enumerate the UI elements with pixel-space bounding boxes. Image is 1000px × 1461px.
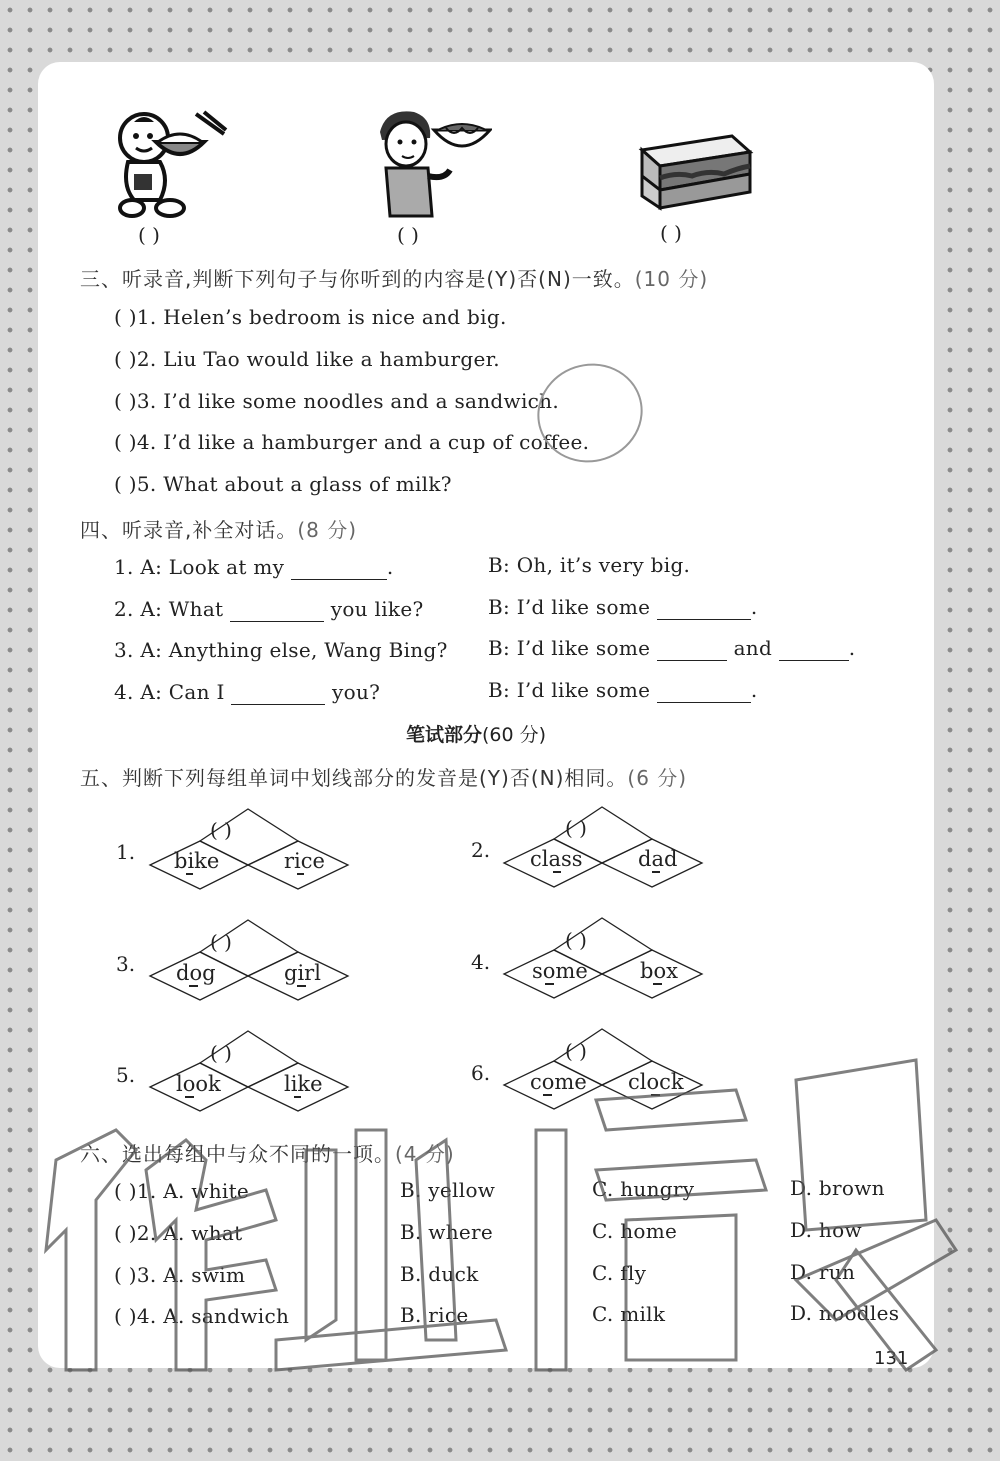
- group-5-word-2: like: [284, 1072, 323, 1096]
- picture-1-answer-paren[interactable]: ( ): [138, 223, 160, 247]
- answer-paren[interactable]: ( ): [114, 347, 137, 371]
- group-3-word-2: girl: [284, 961, 321, 985]
- dialogue-4-b: [488, 678, 758, 703]
- option-c: C. home: [592, 1219, 678, 1243]
- answer-blank[interactable]: [779, 636, 849, 661]
- section-5-heading-text: 五、判断下列每组单词中划线部分的发音是(Y)否(N)相同。: [80, 766, 628, 790]
- dialogue-4-a: [114, 680, 380, 705]
- group-4-word-1: some: [532, 959, 588, 983]
- option-a: 2. A. what: [136, 1221, 243, 1245]
- option-d: D. brown: [790, 1176, 885, 1200]
- group-6-word-1: come: [530, 1070, 587, 1094]
- section-6-heading-text: 六、选出每组中与众不同的一项。: [80, 1142, 395, 1166]
- underline-mark: [189, 985, 198, 987]
- section-3-heading-text: 三、听录音,判断下列句子与你听到的内容是(Y)否(N)一致。: [80, 267, 635, 291]
- dialogue-text: you?: [332, 680, 381, 704]
- group-3-number: 3.: [116, 952, 136, 976]
- group-2-number: 2.: [471, 838, 491, 862]
- dialogue-text: 1. A: Look at my: [114, 555, 285, 579]
- underline-mark: [297, 873, 304, 875]
- picture-2-answer-paren[interactable]: ( ): [397, 223, 419, 247]
- answer-blank[interactable]: [291, 555, 387, 580]
- child-with-rice-bowl-picture: [108, 108, 228, 223]
- section-4-heading-text: 四、听录音,补全对话。: [80, 518, 298, 542]
- dialogue-2-a: [114, 597, 423, 622]
- group-6-number: 6.: [471, 1061, 491, 1085]
- underline-mark: [297, 985, 306, 987]
- section-6-points: (4 分): [395, 1142, 455, 1166]
- option-b: B. where: [400, 1220, 494, 1244]
- option-d: D. noodles: [790, 1301, 900, 1325]
- answer-blank[interactable]: [231, 680, 325, 705]
- section-5-heading: [80, 762, 687, 791]
- item-text: 2. Liu Tao would like a hamburger.: [136, 347, 500, 371]
- item-text: 1. Helen’s bedroom is nice and big.: [136, 305, 507, 329]
- answer-paren[interactable]: ( ): [114, 430, 137, 454]
- group-2-answer-paren[interactable]: ( ): [565, 816, 587, 840]
- written-title-points: (60 分): [482, 724, 547, 746]
- section-3-points: (10 分): [634, 267, 709, 291]
- dialogue-2-b: [488, 595, 758, 620]
- section-4-points: (8 分): [297, 518, 358, 542]
- dialogue-text: .: [848, 636, 856, 660]
- answer-paren[interactable]: ( ): [114, 1179, 137, 1203]
- group-4-answer-paren[interactable]: ( ): [565, 928, 587, 952]
- answer-blank[interactable]: [657, 595, 751, 620]
- answer-blank[interactable]: [230, 597, 324, 622]
- option-a: 1. A. white: [136, 1179, 250, 1203]
- dialogue-text: B: I’d like some: [488, 636, 651, 660]
- boy-with-noodles-picture: [372, 104, 492, 222]
- group-1-number: 1.: [116, 840, 136, 864]
- option-b: B. duck: [400, 1262, 479, 1286]
- option-c: C. hungry: [592, 1177, 695, 1201]
- answer-paren[interactable]: ( ): [114, 305, 137, 329]
- section-3-item-3: [114, 389, 559, 413]
- dialogue-text: and: [733, 636, 773, 660]
- dialogue-3-a: [114, 638, 448, 662]
- dialogue-text: 2. A: What: [114, 597, 224, 621]
- underline-mark: [186, 873, 193, 875]
- group-5-number: 5.: [116, 1063, 136, 1087]
- watermark-logo: [36, 1020, 966, 1380]
- option-d: D. how: [790, 1218, 862, 1242]
- group-3-word-1: dog: [176, 961, 216, 985]
- section-3-item-2: [114, 347, 500, 371]
- watermark: [36, 1020, 966, 1435]
- dialogue-text: .: [750, 678, 758, 702]
- written-part-title: [406, 720, 546, 747]
- answer-blank[interactable]: [657, 678, 751, 703]
- group-1-answer-paren[interactable]: ( ): [210, 818, 232, 842]
- dialogue-text: you like?: [330, 597, 424, 621]
- dialogue-text: B: Oh, it’s very big.: [488, 553, 691, 577]
- group-1-word-2: rice: [284, 849, 325, 873]
- dialogue-text: B: I’d like some: [488, 595, 651, 619]
- dialogue-1-a: [114, 555, 394, 580]
- answer-paren[interactable]: ( ): [114, 1263, 137, 1287]
- answer-paren[interactable]: ( ): [114, 1221, 137, 1245]
- section-3-heading: [80, 263, 708, 292]
- dialogue-text: B: I’d like some: [488, 678, 651, 702]
- option-d: D. run: [790, 1260, 856, 1284]
- group-6-word-2: clock: [628, 1070, 684, 1094]
- group-1-word-1: bike: [174, 849, 220, 873]
- section-3-item-1: [114, 305, 507, 329]
- option-c: C. milk: [592, 1302, 666, 1326]
- dialogue-text: .: [386, 555, 394, 579]
- section-3-item-5: [114, 472, 452, 496]
- answer-paren[interactable]: ( ): [114, 1304, 137, 1328]
- stamp-watermark: [530, 358, 650, 468]
- answer-paren[interactable]: ( ): [114, 472, 137, 496]
- section-4-heading: [80, 514, 357, 543]
- written-title-text: 笔试部分: [406, 724, 483, 746]
- answer-paren[interactable]: ( ): [114, 389, 137, 413]
- section-3-item-4: [114, 430, 589, 454]
- dialogue-text: .: [750, 595, 758, 619]
- option-b: B. rice: [400, 1303, 469, 1327]
- dialogue-1-b: [488, 553, 690, 577]
- group-3-answer-paren[interactable]: ( ): [210, 930, 232, 954]
- group-5-answer-paren[interactable]: ( ): [210, 1041, 232, 1065]
- option-b: B. yellow: [400, 1178, 496, 1202]
- page-number: 131: [874, 1348, 909, 1369]
- group-4-number: 4.: [471, 950, 491, 974]
- underline-mark: [545, 983, 554, 985]
- underline-mark: [652, 871, 660, 873]
- group-4-word-2: box: [640, 959, 678, 983]
- dialogue-3-b: [488, 636, 855, 661]
- group-5-word-1: look: [176, 1072, 221, 1096]
- group-2-word-2: dad: [638, 847, 678, 871]
- underline-mark: [553, 871, 561, 873]
- sandwich-picture: [636, 130, 756, 214]
- dialogue-text: 3. A: Anything else, Wang Bing?: [114, 638, 448, 662]
- picture-3-answer-paren[interactable]: ( ): [660, 221, 682, 245]
- item-text: 3. I’d like some noodles and a sandwich.: [136, 389, 559, 413]
- underline-mark: [653, 983, 662, 985]
- option-a: 4. A. sandwich: [136, 1304, 290, 1328]
- option-c: C. fly: [592, 1261, 647, 1285]
- item-text: 4. I’d like a hamburger and a cup of coffee.: [136, 430, 590, 454]
- dialogue-text: 4. A: Can I: [114, 680, 225, 704]
- answer-blank[interactable]: [657, 636, 727, 661]
- group-2-word-1: class: [530, 847, 583, 871]
- item-text: 5. What about a glass of milk?: [136, 472, 452, 496]
- option-a: 3. A. swim: [136, 1263, 246, 1287]
- section-5-points: (6 分): [627, 766, 688, 790]
- group-6-answer-paren[interactable]: ( ): [565, 1039, 587, 1063]
